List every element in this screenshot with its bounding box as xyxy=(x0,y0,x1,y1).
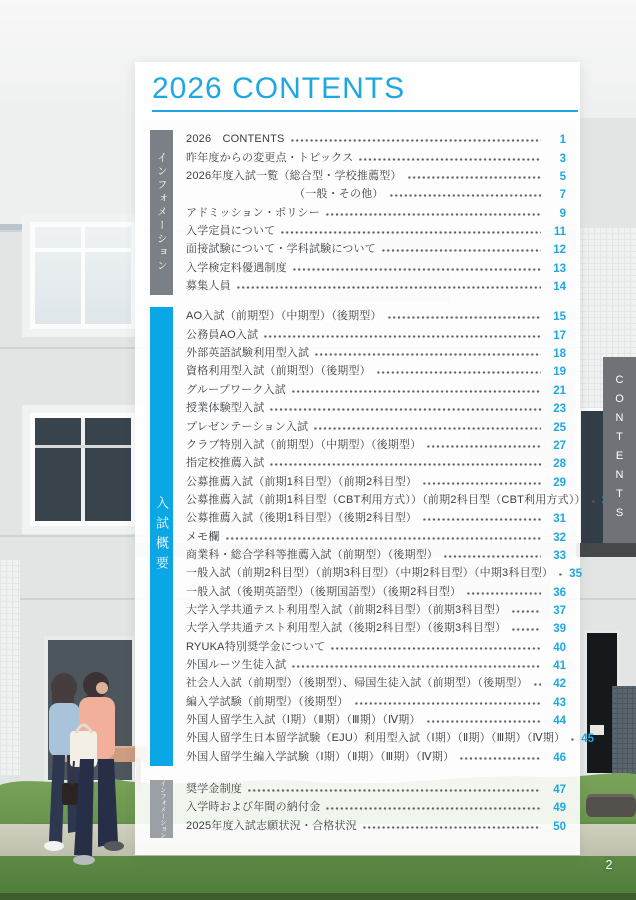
building-balcony xyxy=(0,112,142,230)
toc-page-number: 31 xyxy=(553,513,566,526)
toc-row xyxy=(186,546,566,564)
toc-page-number: 11 xyxy=(553,226,566,239)
toc-row xyxy=(186,130,566,148)
toc-item-label: 外国人留学生日本留学試験（EJU）利用型入試（Ⅰ期）（Ⅱ期）（Ⅲ期）（Ⅳ期） xyxy=(186,732,566,745)
toc-row xyxy=(186,692,566,710)
toc-page-number: 21 xyxy=(553,384,566,397)
title-underline xyxy=(152,110,578,112)
toc-item-label: AO入試（前期型）（中期型）（後期型） xyxy=(186,310,382,323)
toc-row xyxy=(186,798,566,816)
dot-leader xyxy=(325,806,541,811)
toc-page-number: 15 xyxy=(553,311,566,324)
page-title: 2026 CONTENTS xyxy=(152,72,406,105)
contents-panel xyxy=(135,62,595,855)
toc-item-label: 2026 CONTENTS xyxy=(186,133,285,146)
toc-item-label: 外国ルーツ生徒入試 xyxy=(186,658,287,671)
toc-item-label: （一般・その他） xyxy=(294,188,384,201)
toc-row xyxy=(186,656,566,674)
toc-section-information xyxy=(150,130,566,295)
toc-page-number: 5 xyxy=(559,171,566,184)
dot-leader xyxy=(225,536,541,541)
toc-page-number: 25 xyxy=(553,421,566,434)
toc-row xyxy=(186,674,566,692)
toc-row xyxy=(186,325,566,343)
toc-page-number: 27 xyxy=(553,439,566,452)
toc-item-label: 大学入学共通テスト利用型入試（後期2科目型）（後期3科目型） xyxy=(186,622,507,635)
toc-row xyxy=(186,222,566,240)
dot-leader xyxy=(459,756,541,761)
toc-list xyxy=(186,780,566,839)
dot-leader xyxy=(422,517,541,522)
toc-page-number: 19 xyxy=(553,366,566,379)
dot-leader xyxy=(426,719,541,724)
toc-page-number: 44 xyxy=(553,715,566,727)
side-tab-contents: CONTENTS xyxy=(603,357,636,543)
toc-item-label: 社会人入試（前期型）（後期型）、帰国生徒入試（前期型）（後期型） xyxy=(186,677,528,690)
window-lower-left xyxy=(30,413,136,526)
toc-row xyxy=(186,527,566,545)
toc-item-label: クラブ特別入試（前期型）（中期型）（後期型） xyxy=(186,438,422,451)
toc-item-label: アドミッション・ポリシー xyxy=(186,206,320,219)
dot-leader xyxy=(358,157,541,162)
toc-item-label: 面接試験について・学科試験について xyxy=(186,243,376,256)
toc-row xyxy=(186,380,566,398)
toc-page-number: 18 xyxy=(553,348,566,361)
toc-page-number: 43 xyxy=(553,696,566,709)
dot-leader xyxy=(292,267,541,272)
dot-leader xyxy=(236,285,541,290)
dot-leader xyxy=(466,591,541,596)
dot-leader xyxy=(325,212,541,217)
dot-leader xyxy=(591,499,597,504)
toc-row xyxy=(186,747,566,765)
dot-leader xyxy=(269,462,541,467)
toc-row xyxy=(186,601,566,619)
dot-leader xyxy=(426,444,541,449)
toc-row xyxy=(186,454,566,472)
toc-row xyxy=(186,399,566,417)
people-walking-figures xyxy=(18,655,138,870)
toc-item-label: 公募推薦入試（前期1科目型（CBT利用方式））（前期2科目型（CBT利用方式）） xyxy=(186,493,586,506)
tiled-column-left xyxy=(0,560,20,776)
toc-item-label: RYUKA特別奨学金について xyxy=(186,640,326,653)
dot-leader xyxy=(291,389,541,394)
toc-row xyxy=(186,258,566,276)
dot-leader xyxy=(330,646,541,651)
dot-leader xyxy=(511,609,541,614)
toc-page-number: 17 xyxy=(553,329,566,342)
page-number: 2 xyxy=(605,858,613,872)
toc-page-number: 28 xyxy=(553,458,566,471)
toc-row xyxy=(186,582,566,600)
toc-row xyxy=(186,185,566,203)
log-bench xyxy=(586,794,636,817)
dot-leader xyxy=(280,230,541,235)
toc-item-label: プレゼンテーション入試 xyxy=(186,420,309,433)
toc-page-number: 12 xyxy=(553,244,566,257)
toc-item-label: 一般入試（後期英語型）（後期国語型）（後期2科目型） xyxy=(186,585,462,598)
dot-leader xyxy=(570,737,576,742)
toc-list xyxy=(186,307,595,766)
toc-page-number: 50 xyxy=(553,820,566,833)
dot-leader xyxy=(354,701,542,706)
toc-page-number: 33 xyxy=(553,549,566,562)
section-tab-information: インフォメーション xyxy=(150,130,173,295)
dot-leader xyxy=(269,407,541,412)
toc-list xyxy=(186,130,566,295)
dot-leader xyxy=(387,315,541,320)
toc-row xyxy=(186,729,595,747)
toc-item-label: 奨学金制度 xyxy=(186,783,242,796)
toc-item-label: 商業科・総合学科等推薦入試（前期型）（後期型） xyxy=(186,548,439,561)
toc-page-number: 9 xyxy=(559,207,566,220)
toc-page-number: 7 xyxy=(559,189,566,202)
toc-row xyxy=(186,362,566,380)
toc-row xyxy=(186,344,566,362)
dot-leader xyxy=(362,825,541,830)
toc-page-number: 45 xyxy=(581,733,595,746)
toc-page-number: 39 xyxy=(553,623,566,636)
toc-row xyxy=(186,417,566,435)
toc-item-label: 入学検定料優遇制度 xyxy=(186,261,287,274)
toc-row xyxy=(186,148,566,166)
toc-page-number: 49 xyxy=(553,802,566,815)
dark-tile-wall xyxy=(612,686,636,774)
dot-leader xyxy=(381,248,541,253)
toc-row xyxy=(186,240,566,258)
roofline-right xyxy=(576,543,636,557)
toc-page-number: 35 xyxy=(569,568,582,581)
toc-page-number: 1 xyxy=(559,134,566,147)
dot-leader xyxy=(389,193,541,198)
toc-page-number: 41 xyxy=(553,659,566,672)
toc-item-label: 編入学試験（前期型）（後期型） xyxy=(186,695,349,708)
toc-page-number: 3 xyxy=(559,152,566,165)
dot-leader xyxy=(511,627,541,632)
toc-page-number: 46 xyxy=(553,751,566,764)
toc-item-label: 昨年度からの変更点・トピックス xyxy=(186,151,354,164)
toc-page-number: 23 xyxy=(553,403,566,416)
toc-item-label: グループワーク入試 xyxy=(186,383,286,396)
toc-item-label: 公募推薦入試（前期1科目型）（前期2科目型） xyxy=(186,475,418,488)
window-mullion xyxy=(35,248,131,252)
dot-leader xyxy=(558,572,564,577)
toc-row xyxy=(186,203,566,221)
section-tab-exam-outline: 入試概要 xyxy=(150,307,173,766)
dot-leader xyxy=(376,370,541,375)
toc-page-number: 40 xyxy=(553,641,566,654)
toc-row xyxy=(186,564,582,582)
toc-row xyxy=(186,307,566,325)
window-upper-left xyxy=(30,222,136,329)
toc-item-label: 入学時および年間の納付金 xyxy=(186,801,321,814)
toc-row xyxy=(186,816,566,834)
toc-section-exam-outline xyxy=(150,307,595,766)
toc-item-label: 資格利用型入試（前期型）（後期型） xyxy=(186,365,371,378)
toc-row xyxy=(186,711,566,729)
toc-item-label: 外国人留学生入試（Ⅰ期）（Ⅱ期）（Ⅲ期）（Ⅳ期） xyxy=(186,714,421,726)
dot-leader xyxy=(314,352,541,357)
toc-item-label: 外部英語試験利用型入試 xyxy=(186,347,310,360)
toc-row xyxy=(186,491,586,509)
toc-row xyxy=(186,277,566,295)
toc-row xyxy=(186,167,566,185)
toc-item-label: 指定校推薦入試 xyxy=(186,457,265,470)
table-of-contents xyxy=(150,130,595,839)
toc-item-label: 入学定員について xyxy=(186,225,276,238)
dot-leader xyxy=(422,481,541,486)
window-mullion xyxy=(35,445,131,448)
dot-leader xyxy=(533,682,541,687)
toc-page-number: 29 xyxy=(553,476,566,489)
toc-row xyxy=(186,637,566,655)
dot-leader xyxy=(443,554,541,559)
toc-page-number: 32 xyxy=(553,531,566,544)
toc-page-number: 14 xyxy=(553,281,566,294)
dot-leader xyxy=(291,664,541,669)
toc-item-label: 大学入学共通テスト利用型入試（前期2科目型）（前期3科目型） xyxy=(186,603,507,616)
toc-item-label: 2025年度入試志願状況・合格状況 xyxy=(186,819,357,832)
window-mullion xyxy=(81,227,85,324)
toc-page-number: 42 xyxy=(553,678,566,691)
dot-leader xyxy=(247,788,541,793)
toc-row xyxy=(186,436,566,454)
dot-leader xyxy=(407,175,541,180)
toc-item-label: メモ欄 xyxy=(186,530,220,543)
window-mullion xyxy=(81,418,85,521)
toc-row xyxy=(186,472,566,490)
toc-row xyxy=(186,780,566,798)
toc-item-label: 外国人留学生編入学試験（Ⅰ期）（Ⅱ期）（Ⅲ期）（Ⅳ期） xyxy=(186,750,455,763)
toc-page-number: 37 xyxy=(553,604,566,617)
toc-item-label: 公募推薦入試（後期1科目型）（後期2科目型） xyxy=(186,512,418,525)
toc-page-number: 47 xyxy=(553,784,566,797)
toc-item-label: 授業体験型入試 xyxy=(186,402,265,415)
dot-leader xyxy=(313,426,541,431)
lawn-shadow-edge xyxy=(0,893,636,900)
toc-section-information-bottom xyxy=(150,780,566,839)
toc-item-label: 公務員AO入試 xyxy=(186,328,259,341)
toc-page-number: 36 xyxy=(553,586,566,599)
toc-item-label: 2026年度入試一覧（総合型・学校推薦型） xyxy=(186,170,402,183)
dot-leader xyxy=(263,334,541,339)
toc-item-label: 募集人員 xyxy=(186,280,231,293)
toc-row xyxy=(186,619,566,637)
dot-leader xyxy=(290,138,541,143)
toc-page-number: 13 xyxy=(553,262,566,275)
section-tab-information-bottom: インフォメーション xyxy=(150,780,173,839)
toc-item-label: 一般入試（前期2科目型）（前期3科目型）（中期2科目型）（中期3科目型） xyxy=(186,567,554,580)
toc-row xyxy=(186,509,566,527)
